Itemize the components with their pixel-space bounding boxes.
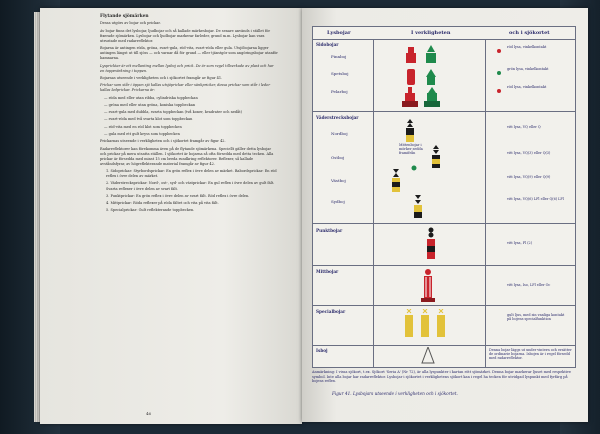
category-label: Väderstrecksbojar xyxy=(316,115,359,120)
green-spar-buoy xyxy=(425,69,437,87)
row-divider xyxy=(313,223,575,224)
chart-note: vitt lysa, VQ(3) eller Q(3) xyxy=(507,151,551,155)
chart-note: Denna bojar läggs ut under vintern och ersätter de ordinarie bojarna. Isbojen är i regel försedd med radarreflektor. xyxy=(489,348,572,360)
category-label: Isboj xyxy=(316,348,328,353)
category-label: Sidobojar xyxy=(316,42,339,47)
figure-caption: Figur 41. Lysbojars utseende i verkligheten och i sjökortet. xyxy=(332,391,458,396)
list-item: 3. Punktprickar: En grön reflex i övre delen av svart fält. Röd reflex i övre delen. xyxy=(106,193,250,198)
category-label: Punktbojar xyxy=(316,228,343,233)
safe-water-buoy xyxy=(421,269,435,303)
west-cardinal-buoy xyxy=(391,169,401,193)
sub-label: Sydboj xyxy=(331,199,345,204)
figure-caption-block xyxy=(312,370,574,396)
category-label: Specialbojar xyxy=(316,309,346,314)
sub-label: Spetsboj xyxy=(331,71,349,76)
chart-note: vitt lysa, VQ eller Q xyxy=(507,125,541,129)
chart-symbol xyxy=(495,47,503,55)
list-item: — svart-gula med dubbla, svarta toppbeckan (två koner, kvadrater och nedåt) xyxy=(104,110,243,115)
list-item: 5. Specialprickar: Gult reflekterande toppbecken. xyxy=(106,208,195,213)
list-item: 4. Mittprickar: Röda reflexer på röda fältet och vita på vita fält. xyxy=(106,201,219,206)
paragraph: Bojarna är antingen röda, gröna, svart-gula, röd-vita, svart-röda eller gula. Utsjöbojarna ligger antingen längst ut till sjöss — och varnar då för grund — eller tjänstgör som angöringsbojar utanför hamnarna. xyxy=(100,46,278,61)
chart-note: vitt lysa, Fl (2) xyxy=(507,241,533,245)
red-lighthouse-buoy xyxy=(401,87,419,109)
chart-note: röd lysa, vinkelkontakt xyxy=(507,45,547,49)
east-cardinal-buoy xyxy=(431,145,441,169)
row-divider xyxy=(313,265,575,266)
chart-note: vitt lysa, VQ(6) LFl eller Q(6) LFl xyxy=(507,197,564,201)
list-item: — röda med eller utan ribba, cylindriska toppbeckan xyxy=(104,95,198,100)
column-header: I verkligheten xyxy=(411,30,451,36)
green-lighthouse-buoy xyxy=(423,87,441,109)
page-number: 46 xyxy=(146,411,152,416)
buoy-table xyxy=(312,26,576,368)
list-item: 1. Sidoprickar: Styrbordsprickar: En grön reflex i övre delen av märket. Babordsprickar: En röd reflex i övre delen av märket. xyxy=(106,169,277,179)
chart-symbol xyxy=(495,87,503,95)
column-header: och i sjökortet xyxy=(509,30,550,36)
column-header: Lysbojar xyxy=(327,30,351,36)
sub-label: Västboj xyxy=(331,178,346,183)
left-page-text xyxy=(100,14,278,216)
section-heading: Flytande sjömärken xyxy=(100,14,149,19)
center-marker xyxy=(411,165,417,171)
section-subheading: Dessa utgörs av bojar och prickar. xyxy=(100,21,161,26)
paragraph: Av bojar finns det lysbojar, ljudbojar och så kallade märkesbojar. De senare används i stället för fixerade sjömärken. Lysbojar och ljudbojar markerar farleder, grund m.m. Lysbojar kan vara utrustade med radarreflektor. xyxy=(100,28,271,43)
caption-text: Anmärkning: I vissa sjökort, t.ex. Sjökort 'Seria A' (Nr 72), är alla lyspunkter i kartan rött sjömärket. Denna bojar markerar ljuset med respektive symbol. Inte alla bojar har radarreflektor. Lysbojar i sjökortet i verklighetens sjökort kan i regel ha tecken för utvidgad lyspunkt med fyrfärg på bojens reflex. xyxy=(312,370,571,384)
list-item: — gröna med eller utan gröna, koniska toppbeckan xyxy=(104,102,196,107)
list-item: 2. Väderstrecksprickar: Nord-, ost-, syd- och västprickar: En gul reflex i övre delen av gult fält. Svarta reflexer i övre delen av svart fält. xyxy=(106,181,275,191)
list-item: — gula med ett gult kryss som toppbecken xyxy=(104,131,180,136)
mid-note: Mittenbojar i mörker sedda framifrån xyxy=(399,143,423,155)
ice-buoy xyxy=(421,347,435,365)
chart-note: röd lysa, vinkelkontakt xyxy=(507,85,547,89)
isolated-danger-buoy xyxy=(425,227,437,261)
chart-symbol xyxy=(495,69,503,77)
sub-label: Pinnboj xyxy=(331,54,347,59)
north-cardinal-buoy xyxy=(405,119,415,143)
sub-label: Nordboj xyxy=(331,131,348,136)
paragraph: Bojarnas utseende i verkligheten och i sjökortet framgår av figur 41. xyxy=(100,75,223,80)
radar-paragraph: Radarreflektorer kan förekomma även på de flytande sjömärkena. Speciellt gäller detta lysbojar och prickar på mera utsatta ställen. I sjökortet är bojarna så ofta försedda med detta tecken. Alla prickar är försedda med minst 15 cm breda rundkring reflektorer. Reflexer, så kallade avståndsfyrar, av högreflekterande material framgår av figur 42. xyxy=(100,146,274,166)
chart-note: grön lysa, vinkelkontakt xyxy=(507,67,549,71)
prickar-intro: Prickar som står i öppen sjö kallas utsjöprickar eller sänkprickar, dessa prickar som står i leder kallas ledprickar. Prickarna är: xyxy=(100,83,270,93)
prickar-note: Prickarnas utseende i verkligheten och i sjökortet framgår av figur 42. xyxy=(100,139,226,144)
row-divider xyxy=(313,345,575,346)
chart-note: gult ljus, med sin vanliga kontakt på bojens specialfunktion xyxy=(507,313,565,321)
sub-label: Ostboj xyxy=(331,155,345,160)
paragraph: Lyspricktar är ett mellanting mellan lysboj och prick. De är som regel tillverkade av plast och har en toppmärkning i toppen. xyxy=(100,63,274,73)
sub-label: Pelarboj xyxy=(331,89,348,94)
chart-note: vitt lysa, VQ(9) eller Q(9) xyxy=(507,175,551,179)
red-pillar-buoy xyxy=(405,45,417,65)
south-cardinal-buoy xyxy=(413,195,423,219)
list-item: — svart-röda med två svarta klot som toppbeckan xyxy=(104,117,193,122)
row-divider xyxy=(313,111,575,112)
green-pillar-buoy xyxy=(425,45,437,65)
chart-note: vitt lysa, Iso, LFl eller Oc xyxy=(507,283,551,287)
special-buoys xyxy=(401,309,451,343)
red-spar-buoy xyxy=(405,69,417,87)
row-divider xyxy=(313,305,575,306)
list-item: — röd-vita med en röd klot som toppbecken xyxy=(104,124,182,129)
category-label: Mittbojar xyxy=(316,269,339,274)
